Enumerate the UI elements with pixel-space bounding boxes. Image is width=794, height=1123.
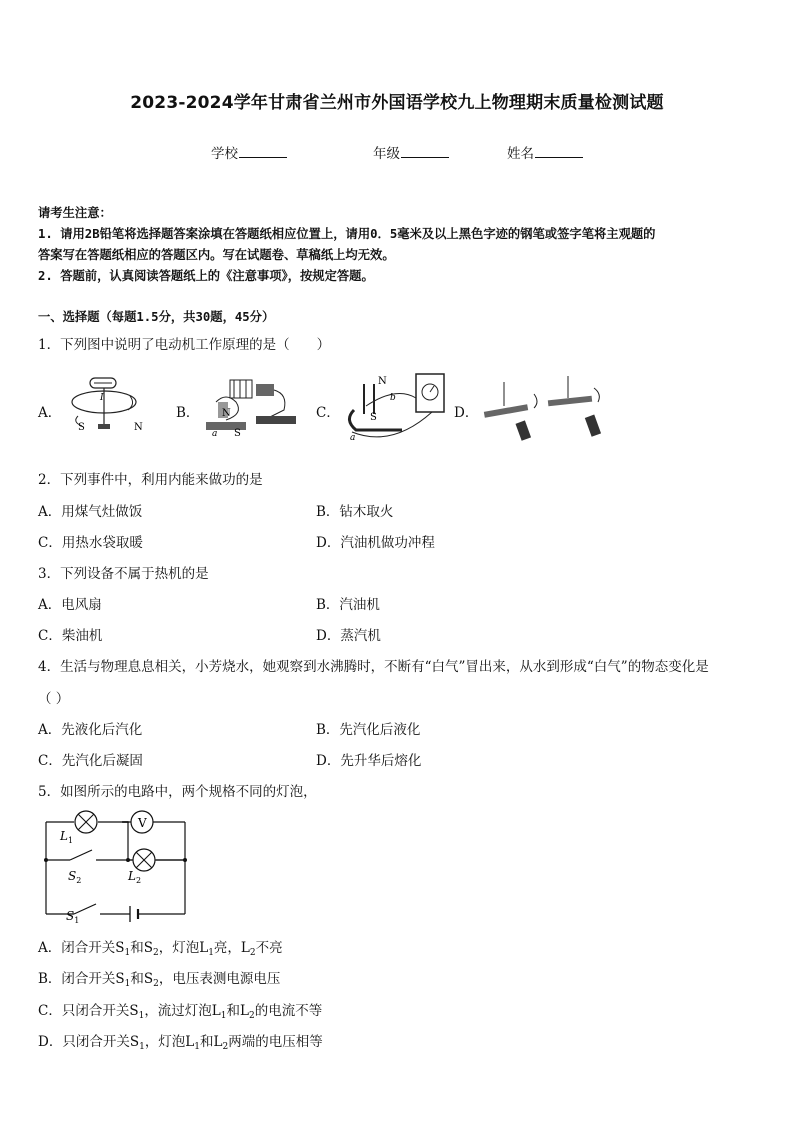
svg-text:b: b [390,393,396,403]
school-label: 学校 [211,146,238,162]
q2-option-d: D．汽油机做功冲程 [316,535,435,551]
q2-option-c: C．用热水袋取暖 [38,535,143,551]
q4-option-d: D．先升华后熔化 [316,753,422,769]
q5-circuit-diagram [38,806,190,926]
q1-figure-b [196,372,304,440]
svg-text:N: N [134,422,143,433]
svg-text:I: I [100,393,104,403]
q1-label-c: C． [316,405,340,421]
notice-item1-line1: 1. 请用2B铅笔将选择题答案涂填在答题纸相应位置上，请用0．5毫米及以上黑色字迹的钢笔或签字笔将主观题的 [38,227,656,241]
label-s2: $S_2$ [68,869,82,885]
q1-figure-c [342,370,450,442]
q4-option-a: A．先液化后汽化 [38,722,143,738]
voltmeter-label: V [138,816,147,830]
q2-stem: 2．下列事件中，利用内能来做功的是 [38,472,263,488]
q2-option-a: A．用煤气灶做饭 [38,504,143,520]
q5-option-d: D．只闭合开关$S_1$，灯泡$L_1$和$L_2$两端的电压相等 [38,1034,323,1052]
svg-text:a: a [212,429,218,439]
notice-item2: 2. 答题前，认真阅读答题纸上的《注意事项》，按规定答题。 [38,269,374,283]
q1-label-d: D． [454,405,479,421]
name-label: 姓名 [507,146,534,162]
q5-option-b: B．闭合开关$S_1$和$S_2$，电压表测电源电压 [38,971,281,989]
q3-stem: 3．下列设备不属于热机的是 [38,566,209,582]
q4-stem-line2: （ ） [38,691,70,707]
notice-item1-line2: 答案写在答题纸相应的答题区内。写在试题卷、草稿纸上均无效。 [38,248,395,262]
q1-label-a: A． [38,405,62,421]
label-l1: $L_1$ [60,829,74,845]
section-heading: 一、选择题（每题1.5分，共30题，45分） [38,310,275,324]
label-l2: $L_2$ [128,869,142,885]
grade-label: 年级 [373,146,400,162]
q4-option-b: B．先汽化后液化 [316,722,421,738]
notice-heading: 请考生注意： [38,206,112,220]
svg-text:S: S [370,412,377,423]
q3-option-d: D．蒸汽机 [316,628,381,644]
q1-stem: 1．下列图中说明了电动机工作原理的是（ ） [38,337,331,353]
q1-label-b: B． [176,405,200,421]
school-blank [239,144,287,158]
q4-stem-line1: 4．生活与物理息息相关，小芳烧水，她观察到水沸腾时，不断有“白气”冒出来，从水到形成“白气”的物态变化是 [38,659,709,675]
name-blank [535,144,583,158]
label-s1: $S_1$ [66,909,80,925]
grade-field [373,142,449,162]
q5-option-c: C．只闭合开关$S_1$，流过灯泡$L_1$和$L_2$的电流不等 [38,1003,323,1021]
name-field [507,142,583,162]
q5-stem: 5．如图所示的电路中，两个规格不同的灯泡， [38,784,317,800]
svg-text:S: S [234,428,241,439]
q1-figure-d [482,372,612,442]
q2-option-b: B．钻木取火 [316,504,394,520]
grade-blank [401,144,449,158]
page-title: 2023-2024学年甘肃省兰州市外国语学校九上物理期末质量检测试题 [130,93,664,113]
svg-text:N: N [222,408,231,419]
q5-option-a: A．闭合开关$S_1$和$S_2$，灯泡$L_1$亮，$L_2$不亮 [38,940,283,958]
svg-text:N: N [378,376,387,387]
q1-figure-a [64,372,154,438]
q3-option-c: C．柴油机 [38,628,103,644]
school-field [211,142,287,162]
svg-text:S: S [78,422,85,433]
q4-option-c: C．先汽化后凝固 [38,753,143,769]
q3-option-a: A．电风扇 [38,597,102,613]
svg-text:a: a [350,433,356,442]
q3-option-b: B．汽油机 [316,597,380,613]
